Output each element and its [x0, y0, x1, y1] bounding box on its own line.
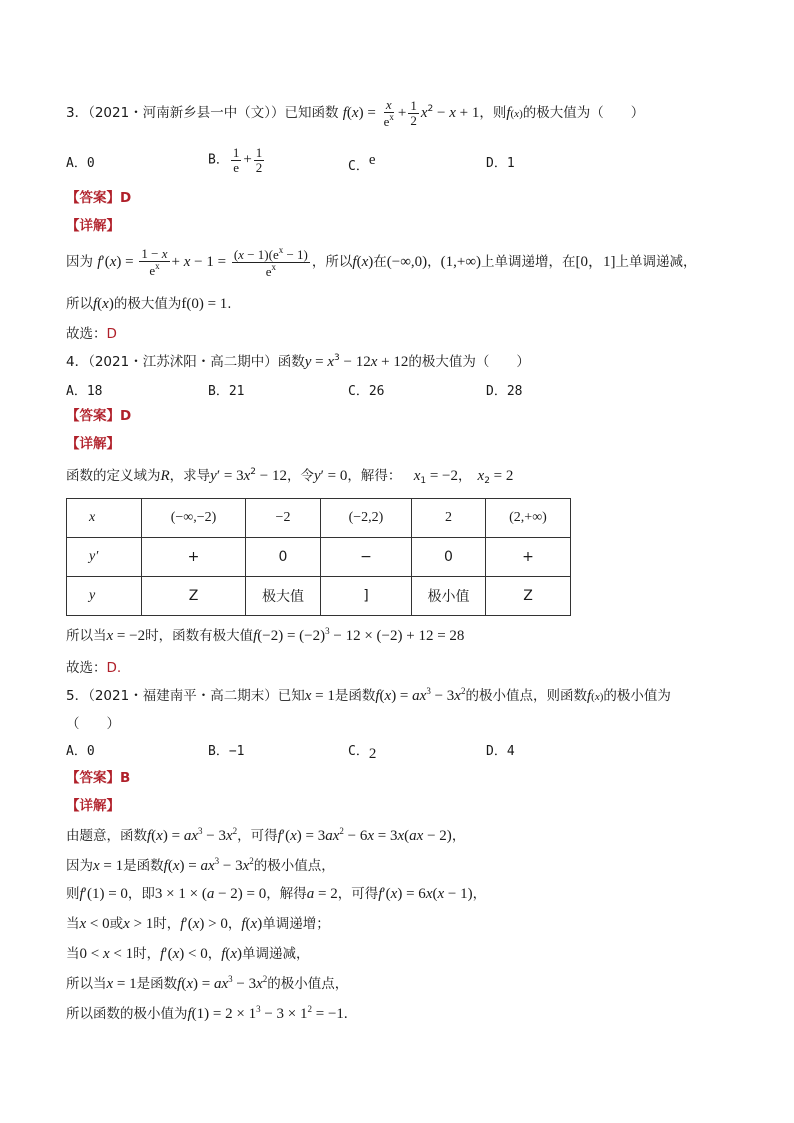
q3-option-a[interactable]: A．0	[66, 156, 95, 171]
table-row	[67, 577, 571, 616]
table-row	[67, 538, 571, 577]
table-cell: +	[486, 538, 571, 577]
q3-explanation-2: 所以f(x)的极大值为f(0) = 1.	[66, 296, 232, 312]
table-cell: 0	[412, 538, 486, 577]
q3-frac2: $\frac{1}{2}$	[410, 98, 417, 128]
q4-sign-table	[66, 498, 571, 616]
q4-detail-label: 【详解】	[66, 436, 120, 452]
q3-detail-label: 【详解】	[66, 218, 120, 234]
table-cell: Z	[142, 577, 246, 616]
table-cell: (−2,2)	[321, 499, 412, 538]
table-cell: +	[142, 538, 246, 577]
q3-choice: 故选：D	[66, 326, 117, 342]
q3-mid: ，则	[479, 105, 507, 122]
table-cell: 2	[412, 499, 486, 538]
table-cell: y′	[67, 538, 142, 577]
q3-explanation-1: 因为 f′(x) = $\frac{1 - x}{e^x}$ + x − 1 = $\frac{(x - 1)(e^x - 1)}{e^x}$ ，所以f(x)在(−∞,0)，(1,+∞)上单调递增，在[0，1]上单调递减，	[66, 245, 697, 279]
q4-stem: 4．（2021・江苏沭阳・高二期中）函数$y = x^3 - 12x + 12$的极大值为（ ）	[66, 353, 530, 370]
q4-option-d[interactable]: D．28	[486, 384, 523, 399]
q5-answer: 【答案】B	[66, 770, 131, 786]
q4-option-c[interactable]: C．26	[348, 384, 385, 399]
q5-explanation-5: 当0 < x < 1时，f′(x) < 0，f(x)单调递减，	[66, 946, 310, 962]
q3-option-d[interactable]: D．1	[486, 156, 515, 171]
q4-option-b[interactable]: B．21	[208, 384, 245, 399]
q3-frac1: $\frac{x}{e^x}$	[383, 97, 394, 129]
q4-explanation-1: 函数的定义域为R，求导$y' = 3x^2 - 12$，令y′ = 0，解得： $x_1 = -2$， $x_2 = 2$	[66, 467, 514, 486]
q3-stem: 3．（2021・河南新乡县一中（文））已知函数 f(x) = $\frac{x}{e^x}$ + $\frac{1}{2}$ $x^2 - x + 1$，则f(x)的极大值为（ ）	[66, 97, 645, 129]
table-cell: ]	[321, 577, 412, 616]
q5-explanation-1: 由题意，函数$f(x) = ax^3 - 3x^2$，可得$f'(x) = 3ax^2 - 6x = 3x(ax - 2)$，	[66, 826, 466, 844]
q5-option-d[interactable]: D．4	[486, 744, 515, 759]
q5-explanation-6: 所以当x = 1是函数$f(x) = ax^3 - 3x^2$的极小值点，	[66, 974, 349, 992]
table-cell: x	[67, 499, 142, 538]
table-cell: −	[321, 538, 412, 577]
table-cell: y	[67, 577, 142, 616]
q3-answer: 【答案】D	[66, 190, 132, 206]
q5-explanation-2: 因为x = 1是函数$f(x) = ax^3 - 3x^2$的极小值点，	[66, 856, 335, 874]
table-cell: (2,+∞)	[486, 499, 571, 538]
q5-stem: 5．（2021・福建南平・高二期末）已知x = 1是函数$f(x) = ax^3 - 3x^2$的极小值点，则函数f(x)的极小值为	[66, 686, 671, 704]
table-cell: −2	[246, 499, 321, 538]
q5-explanation-3: 则f′(1) = 0，即3 × 1 × (a − 2) = 0，解得a = 2，可得f′(x) = 6x(x − 1)，	[66, 886, 487, 902]
q3-option-c[interactable]: C．$^e$	[348, 152, 376, 174]
q3-prefix: 3．（2021・河南新乡县一中（文））已知函数	[66, 105, 339, 122]
q4-explanation-2: 所以当x = −2时，函数有极大值$f(-2) = (-2)^3 - 12 \times (-2) + 12 = 28$	[66, 626, 465, 644]
q5-option-a[interactable]: A．0	[66, 744, 95, 759]
q4-option-a[interactable]: A．18	[66, 384, 103, 399]
q4-choice: 故选：D.	[66, 660, 122, 676]
q5-explanation-7: 所以函数的极小值为$f(1) = 2 \times 1^3 - 3 \times 1^2 = -1$.	[66, 1004, 348, 1022]
table-cell: 极大值	[246, 577, 321, 616]
table-cell: Z	[486, 577, 571, 616]
q5-explanation-4: 当x < 0或x > 1时，f′(x) > 0，f(x)单调递增；	[66, 916, 330, 932]
table-cell: 极小值	[412, 577, 486, 616]
table-cell: 0	[246, 538, 321, 577]
q3-option-b[interactable]: B． $\frac{1}{e}$ + $\frac{1}{2}$	[208, 145, 263, 175]
table-cell: (−∞,−2)	[142, 499, 246, 538]
table-row	[67, 499, 571, 538]
q5-option-c[interactable]: C．2	[348, 744, 377, 762]
q3-suffix: 的极大值为（ ）	[522, 105, 645, 122]
q3-formula: f	[342, 105, 347, 122]
q4-answer: 【答案】D	[66, 408, 132, 424]
q5-paren: （ ）	[66, 716, 120, 732]
q5-option-b[interactable]: B．−1	[208, 744, 245, 759]
q5-detail-label: 【详解】	[66, 798, 120, 814]
